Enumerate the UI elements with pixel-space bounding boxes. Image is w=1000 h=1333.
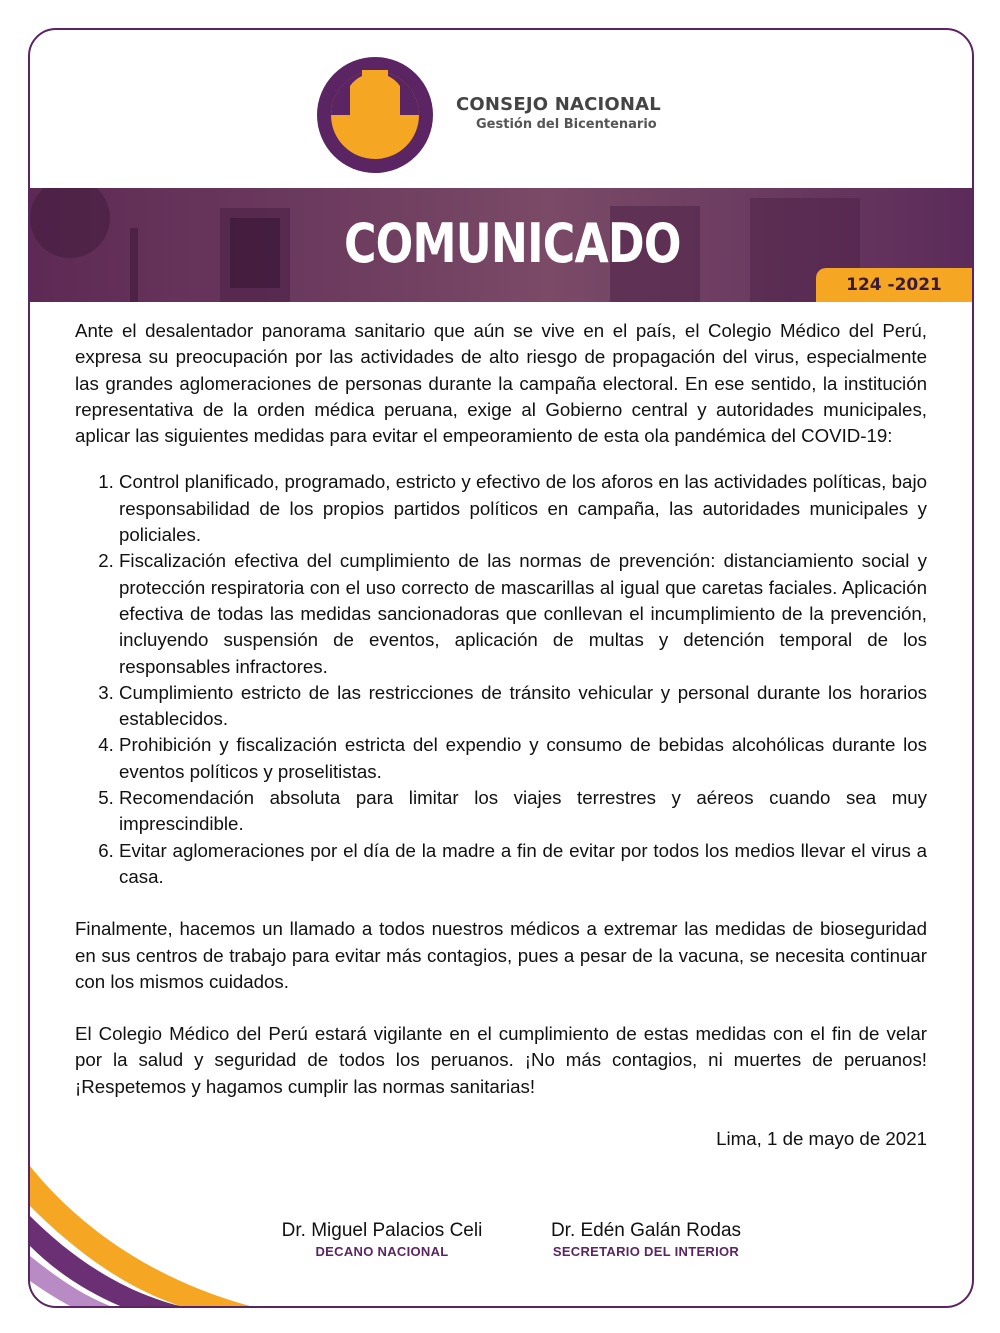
banner-title: COMUNICADO: [344, 212, 681, 275]
signature-secretary: [526, 1220, 766, 1259]
signature-name: Dr. Miguel Palacios Celi: [281, 1220, 483, 1241]
measure-item: 6. Evitar aglomeraciones por el día de la madre a fin de evitar por todos los medios llevar el virus a casa.: [119, 838, 927, 891]
measure-item: 1. Control planificado, programado, estricto y efectivo de los aforos en las actividades políticas, bajo responsabilidad de los propios partidos políticos en campaña, las autoridades municipales y policiales.: [119, 469, 927, 548]
measure-item: 4. Prohibición y fiscalización estricta del expendio y consumo de bebidas alcohólicas durante los eventos políticos y proselitistas.: [119, 732, 927, 785]
communique-body: [75, 318, 927, 1152]
date-line: Lima, 1 de mayo de 2021: [716, 1128, 927, 1150]
signature-name: Dr. Edén Galán Rodas: [550, 1220, 742, 1241]
final-paragraph: El Colegio Médico del Perú estará vigilante en el cumplimiento de estas medidas con el fin de velar por la salud y seguridad de todos los peruanos. ¡No más contagios, ni muertes de peruanos! ¡Respetemos y hagamos cumplir las normas sanitarias!: [75, 1023, 927, 1097]
signature-dean: [262, 1220, 502, 1259]
council-subtitle: Gestión del Bicentenario: [476, 117, 657, 132]
measure-item: 5. Recomendación absoluta para limitar los viajes terrestres y aéreos cuando sea muy imprescindible.: [119, 785, 927, 838]
measure-item: 3. Cumplimiento estricto de las restricciones de tránsito vehicular y personal durante los horarios establecidos.: [119, 680, 927, 733]
measures-list: [75, 469, 927, 890]
signature-role: SECRETARIO DEL INTERIOR: [552, 1244, 740, 1259]
intro-paragraph: Ante el desalentador panorama sanitario que aún se vive en el país, el Colegio Médico del Perú, expresa su preocupación por las actividades de alto riesgo de propagación del virus, especialmente las grandes aglomeraciones de personas durante la campaña electoral. En ese sentido, la institución representativa de la orden médica peruana, exige al Gobierno central y autoridades municipales, aplicar las siguientes medidas para evitar el empeoramiento de esta ola pandémica del COVID-19:: [75, 320, 927, 447]
signatures: [30, 1220, 972, 1280]
colegio-medico-logo: [316, 56, 434, 174]
signature-role: DECANO NACIONAL: [315, 1244, 449, 1259]
council-header: [456, 94, 661, 132]
document-frame: [28, 28, 974, 1308]
communique-number: 124 -2021: [816, 268, 972, 302]
closing-paragraph: Finalmente, hacemos un llamado a todos nuestros médicos a extremar las medidas de bioseguridad en sus centros de trabajo para evitar más contagios, pues a pesar de la vacuna, se necesita continuar con los mismos cuidados.: [75, 918, 927, 992]
council-title: CONSEJO NACIONAL: [456, 94, 661, 115]
comunicado-banner: [30, 188, 972, 302]
measure-item: 2. Fiscalización efectiva del cumplimiento de las normas de prevención: distanciamiento social y protección respiratoria con el uso correcto de mascarillas al igual que caretas faciales. Aplicación efectiva de todas las medidas sancionadoras que conllevan el incumplimiento de la prevención, incluyendo suspensión de eventos, aplicación de multas y detención temporal de los responsables infractores.: [119, 548, 927, 679]
